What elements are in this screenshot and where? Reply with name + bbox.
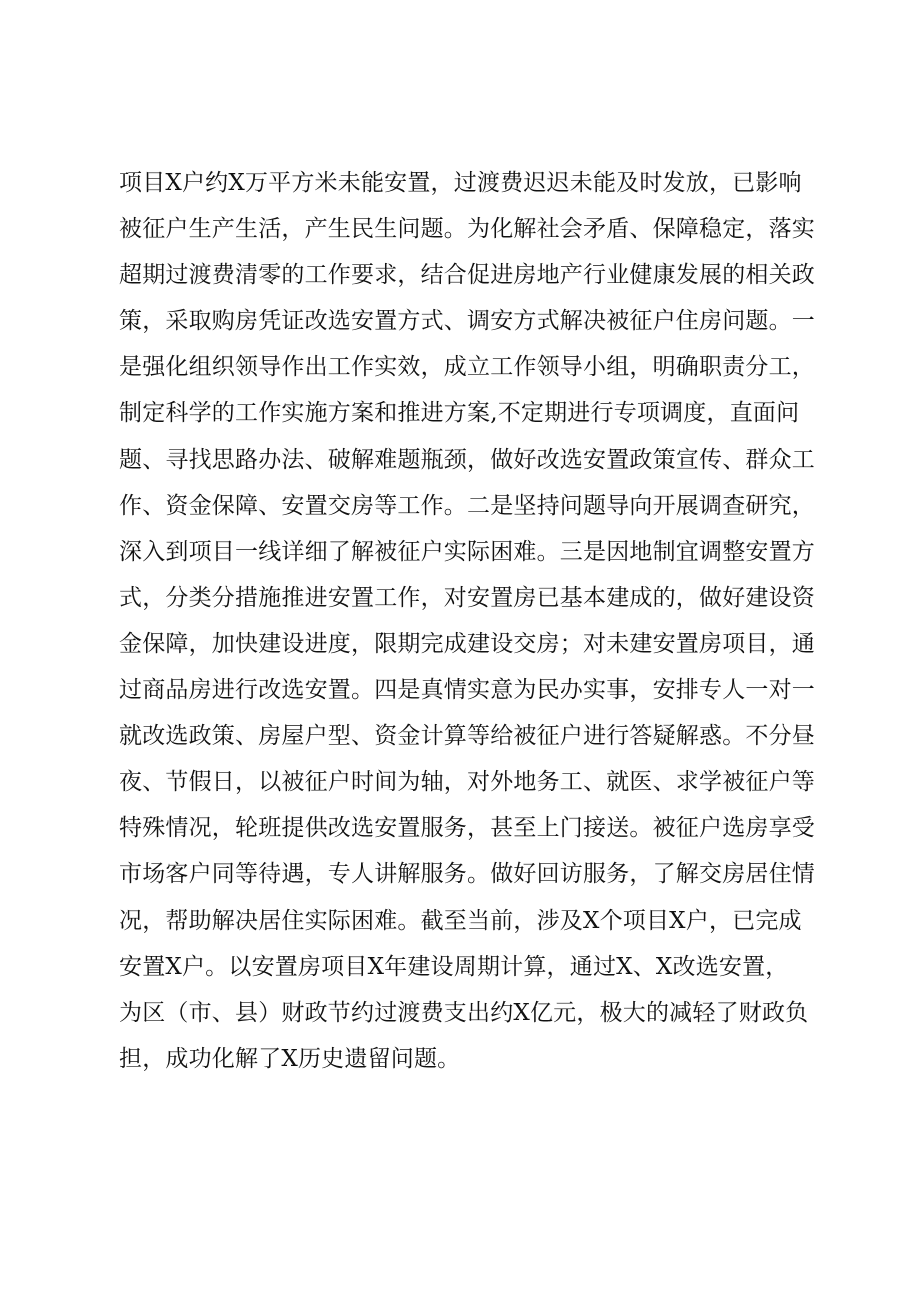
- text-line-11: 金保障，加快建设进度，限期完成建设交房；对未建安置房项目，通: [119, 630, 815, 657]
- text-line-15: 特殊情况，轮班提供改选安置服务，甚至上门接送。被征户选房享受: [119, 815, 815, 842]
- text-line-5: 是强化组织领导作出工作实效，成立工作领导小组，明确职责分工，: [119, 354, 815, 381]
- text-line-10: 式，分类分措施推进安置工作，对安置房已基本建成的，做好建设资: [119, 584, 815, 611]
- text-line-1: 项目X户约X万平方米未能安置，过渡费迟迟未能及时发放，已影响: [119, 170, 802, 196]
- text-line-16: 市场客户同等待遇，专人讲解服务。做好回访服务，了解交房居住情: [119, 861, 815, 888]
- text-line-18: 安置X户。以安置房项目X年建设周期计算，通过X、X改选安置，: [119, 953, 789, 980]
- text-line-8: 作、资金保障、安置交房等工作。二是坚持问题导向开展调查研究，: [119, 492, 815, 519]
- text-line-13: 就改选政策、房屋户型、资金计算等给被征户进行答疑解惑。不分昼: [119, 723, 815, 750]
- text-line-17: 况，帮助解决居住实际困难。截至当前，涉及X个项目X户，已完成: [119, 907, 802, 934]
- text-line-9: 深入到项目一线详细了解被征户实际困难。三是因地制宜调整安置方: [119, 538, 815, 565]
- text-line-12: 过商品房进行改选安置。四是真情实意为民办实事，安排专人一对一: [119, 677, 815, 704]
- text-line-3: 超期过渡费清零的工作要求，结合促进房地产行业健康发展的相关政: [119, 262, 815, 289]
- text-line-6: 制定科学的工作实施方案和推进方案,不定期进行专项调度，直面问: [119, 400, 800, 427]
- text-line-7: 题、寻找思路办法、破解难题瓶颈，做好改选安置政策宣传、群众工: [119, 446, 815, 473]
- text-line-2: 被征户生产生活，产生民生问题。为化解社会矛盾、保障稳定，落实: [119, 216, 815, 243]
- text-line-20: 担，成功化解了X历史遗留问题。: [119, 1045, 461, 1072]
- text-line-19: 为区（市、县）财政节约过渡费支出约X亿元，极大的减轻了财政负: [119, 999, 809, 1026]
- text-line-4: 策，采取购房凭证改选安置方式、调安方式解决被征户住房问题。一: [119, 308, 815, 335]
- text-line-14: 夜、节假日，以被征户时间为轴，对外地务工、就医、求学被征户等: [119, 769, 815, 796]
- body-paragraph: [119, 160, 819, 1082]
